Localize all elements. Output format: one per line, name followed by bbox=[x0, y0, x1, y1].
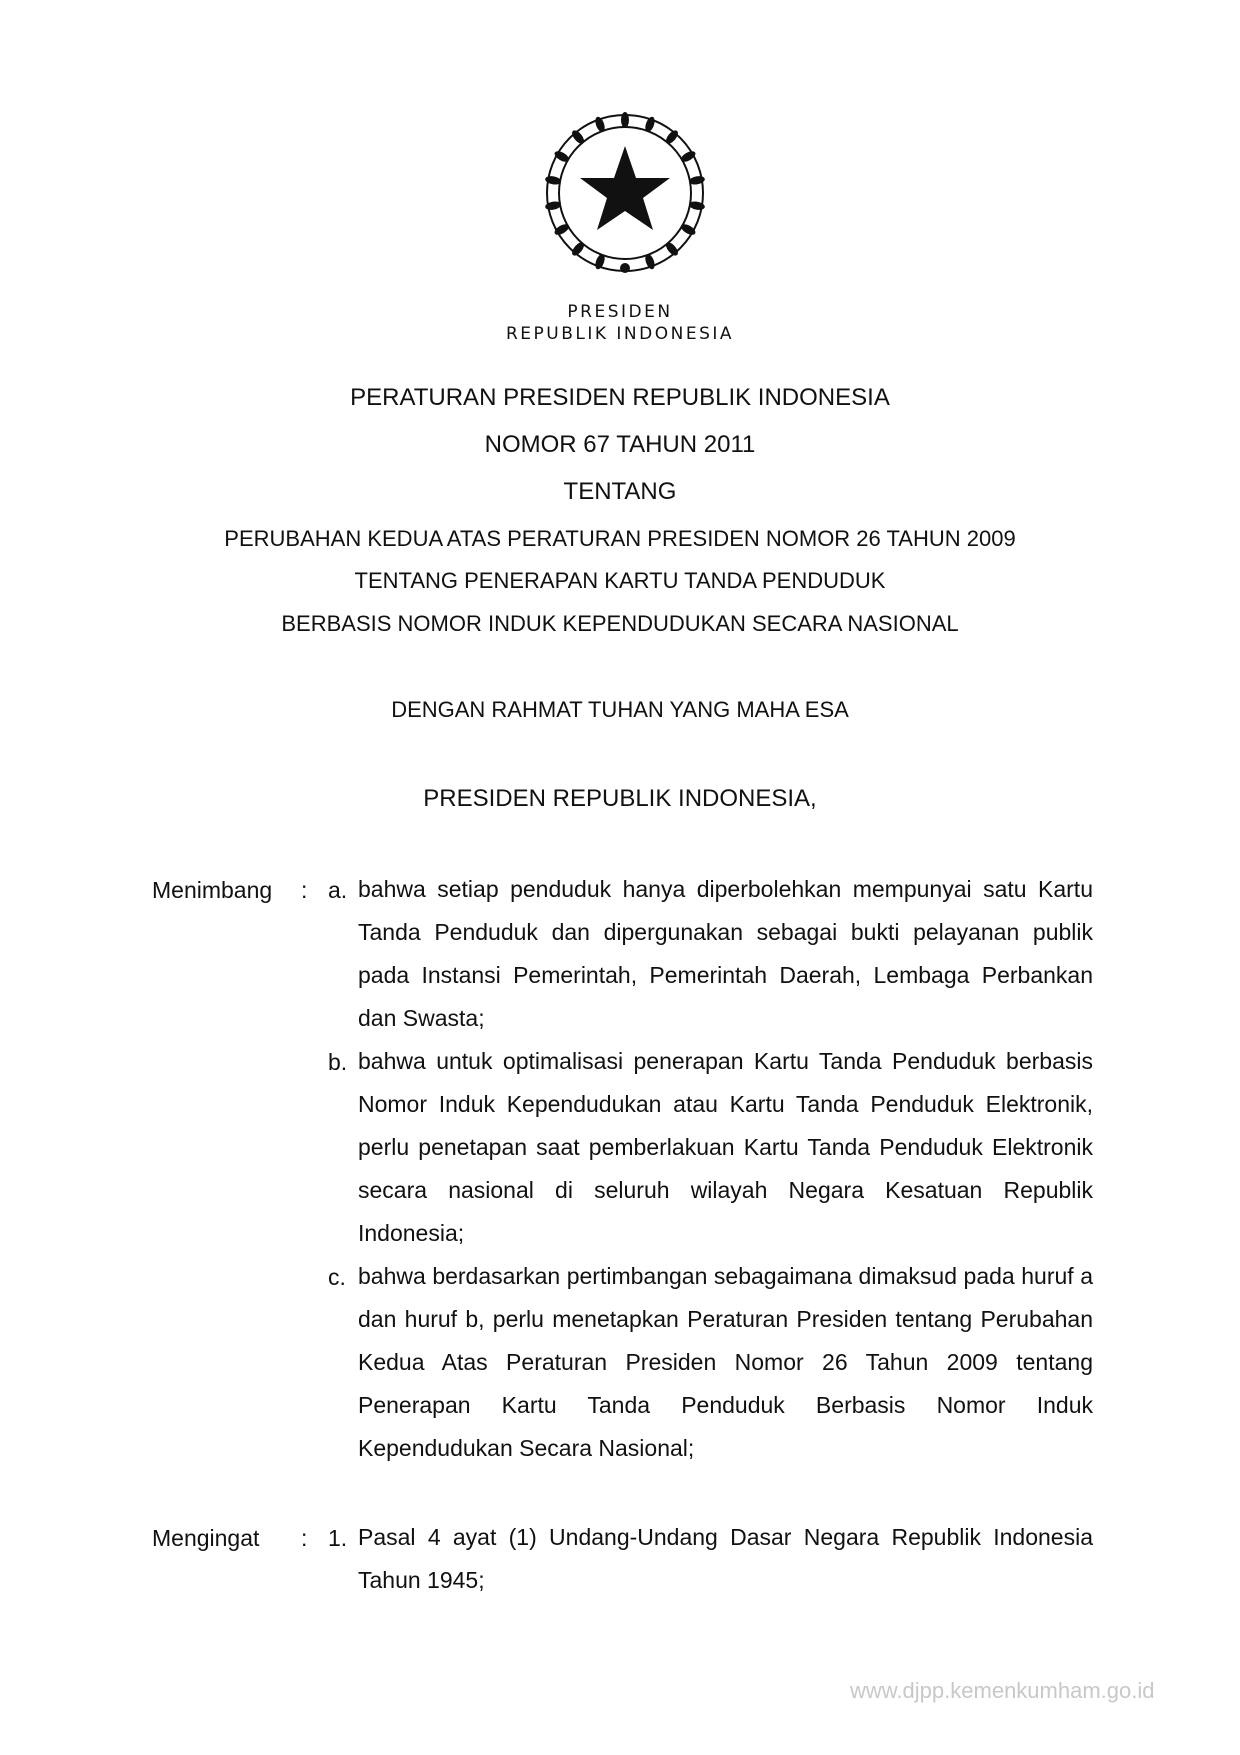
regulation-number: NOMOR 67 TAHUN 2011 bbox=[484, 431, 756, 458]
authority: PRESIDEN REPUBLIK INDONESIA, bbox=[423, 785, 817, 812]
source-watermark: www.djpp.kemenkumham.go.id bbox=[850, 1678, 1155, 1703]
regulation-subject-line-2: TENTANG PENERAPAN KARTU TANDA PENDUDUK bbox=[354, 568, 886, 593]
mengingat-label: Mengingat bbox=[152, 1525, 260, 1551]
list-item-marker: a. bbox=[328, 877, 348, 903]
mengingat-item-1: Pasal 4 ayat (1) Undang-Undang Dasar Negara Republik Indonesia Tahun 1945; bbox=[358, 1524, 1093, 1593]
garuda-star-wreath-emblem-icon bbox=[540, 108, 710, 278]
emblem-label-presiden: PRESIDEN bbox=[567, 302, 673, 322]
regulation-subject-line-1: PERUBAHAN KEDUA ATAS PERATURAN PRESIDEN NOMOR 26 TAHUN 2009 bbox=[224, 526, 1016, 551]
invocation: DENGAN RAHMAT TUHAN YANG MAHA ESA bbox=[391, 697, 849, 722]
list-item-marker: b. bbox=[328, 1049, 348, 1075]
menimbang-item-c: bahwa berdasarkan pertimbangan sebagaimana dimaksud pada huruf a dan huruf b, perlu menetapkan Peraturan Presiden tentang Perubahan Kedua Atas Peraturan Presiden Nomor 26 Tahun 2009 tentang Penerapan Kartu Tanda Penduduk Berbasis Nomor Induk Kependudukan Secara Nasional; bbox=[358, 1263, 1093, 1461]
regulation-subject-line-3: BERBASIS NOMOR INDUK KEPENDUDUKAN SECARA NASIONAL bbox=[281, 611, 959, 636]
emblem-label-republik-indonesia: REPUBLIK INDONESIA bbox=[505, 324, 735, 344]
menimbang-item-a: bahwa setiap penduduk hanya diperbolehkan mempunyai satu Kartu Tanda Penduduk dan dipergunakan sebagai bukti pelayanan publik pada Instansi Pemerintah, Pemerintah Daerah, Lembaga Perbankan dan Swasta; bbox=[358, 876, 1093, 1031]
menimbang-label: Menimbang bbox=[152, 877, 273, 903]
regulation-title: PERATURAN PRESIDEN REPUBLIK INDONESIA bbox=[350, 384, 890, 411]
list-item-marker: c. bbox=[328, 1264, 346, 1290]
menimbang-item-b: bahwa untuk optimalisasi penerapan Kartu Tanda Penduduk berbasis Nomor Induk Kependudukan atau Kartu Tanda Penduduk Elektronik, perlu penetapan saat pemberlakuan Kartu Tanda Penduduk Elektronik secara nasional di seluruh wilayah Negara Kesatuan Republik Indonesia; bbox=[358, 1048, 1093, 1246]
mengingat-colon: : bbox=[301, 1525, 308, 1551]
menimbang-colon: : bbox=[301, 877, 308, 903]
regulation-tentang: TENTANG bbox=[563, 478, 677, 505]
list-item-marker: 1. bbox=[328, 1525, 348, 1551]
